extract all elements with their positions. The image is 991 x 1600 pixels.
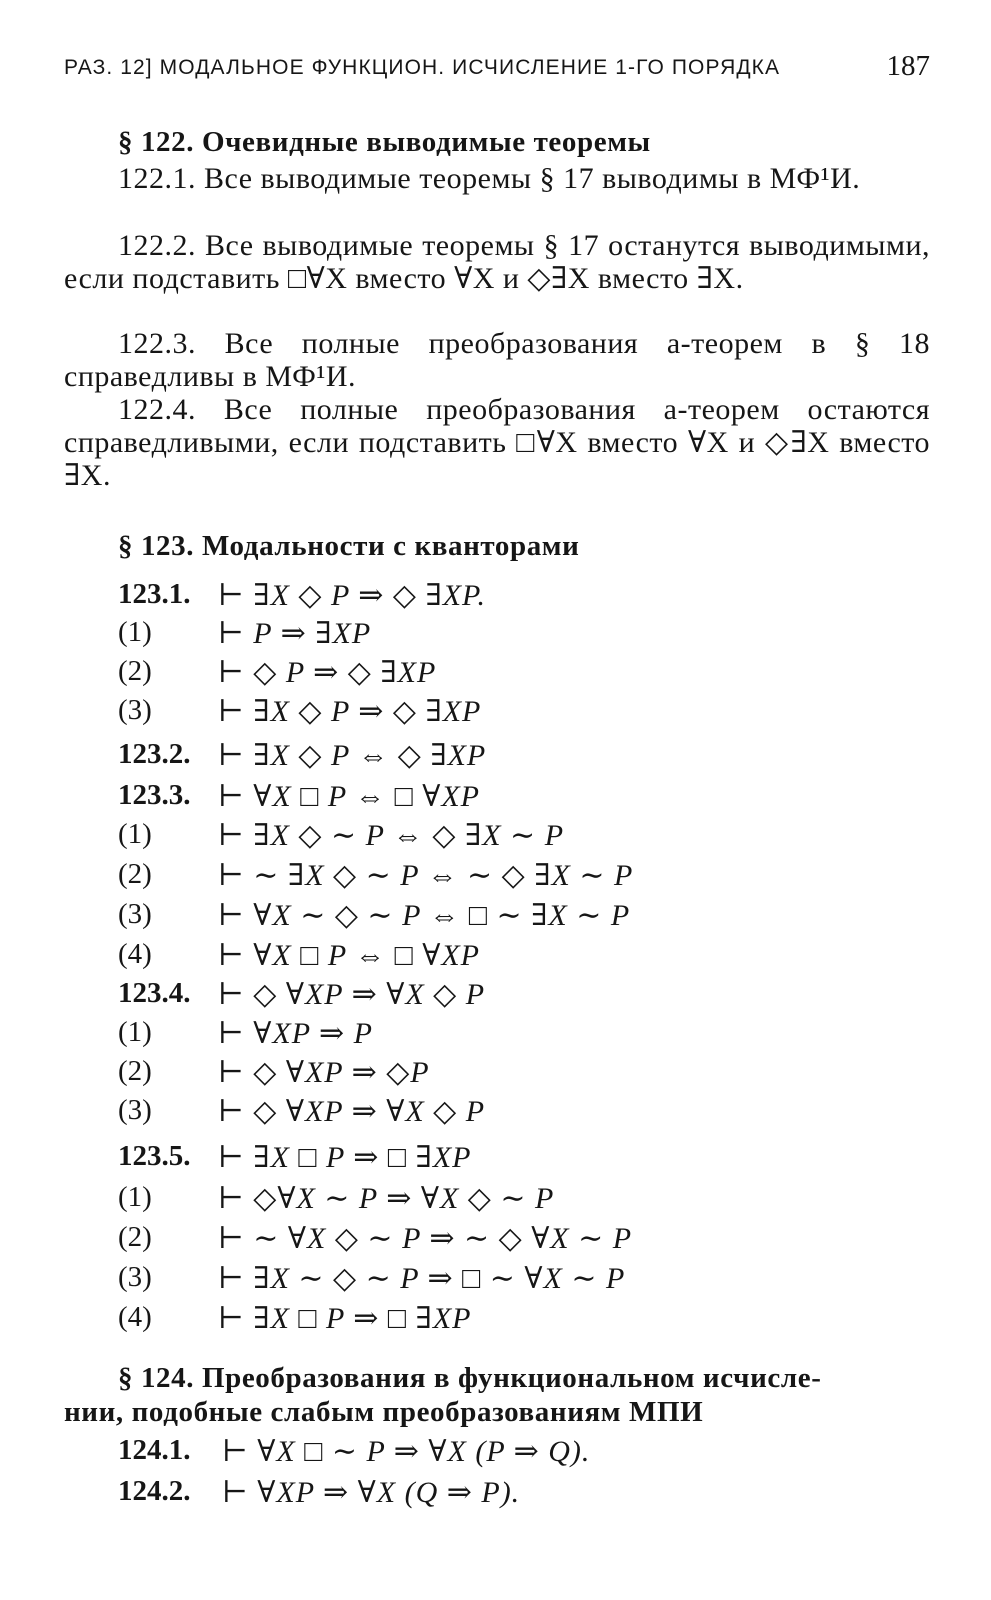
formula-expression: ⊢ P ⇒ ∃XP xyxy=(218,617,372,650)
formula-number: (2) xyxy=(118,1055,152,1087)
formula-number: (3) xyxy=(118,1094,152,1126)
formula-expression: ⊢ ∃X ∼ ◇ ∼ P ⇒ □ ∼ ∀X ∼ P xyxy=(218,1262,626,1295)
formula-expression: ⊢ ◇ ∀XP ⇒ ∀X ◇ P xyxy=(218,1095,486,1128)
formula-number: 123.4. xyxy=(118,977,191,1009)
formula-number: (2) xyxy=(118,655,152,687)
formula-expression: ⊢ ◇ ∀XP ⇒ ◇P xyxy=(218,1056,430,1089)
formula-number: 123.5. xyxy=(118,1140,191,1172)
formula-expression: ⊢ ◇∀X ∼ P ⇒ ∀X ◇ ∼ P xyxy=(218,1182,555,1215)
paragraph-122-2 xyxy=(64,229,930,295)
formula-expression: ⊢ ∃X □ P ⇒ □ ∃XP xyxy=(218,1302,472,1335)
formula-expression: ⊢ ∀X □ P ⇔ □ ∀XP xyxy=(218,939,481,972)
formula-expression: ⊢ ∃X ◇ P ⇒ ◇ ∃XP. xyxy=(218,579,487,612)
formula-expression: ⊢ ∀X □ P ⇔ □ ∀XP xyxy=(218,780,481,813)
paragraph-122-1-text: 122.1. Все выводимые теоремы § 17 выводимы в МФ¹И. xyxy=(118,162,861,195)
formula-expression: ⊢ ◇ P ⇒ ◇ ∃XP xyxy=(218,656,437,689)
formula-expression: ⊢ ∃X ◇ P ⇔ ◇ ∃XP xyxy=(218,739,487,772)
formula-expression: ⊢ ∃X ◇ P ⇒ ◇ ∃XP xyxy=(218,695,482,728)
formula-expression: ⊢ ∃X □ P ⇒ □ ∃XP xyxy=(218,1141,472,1174)
formula-number: 123.2. xyxy=(118,738,191,770)
running-head-title: РАЗ. 12] МОДАЛЬНОЕ ФУНКЦИОН. ИСЧИСЛЕНИЕ 1-ГО ПОРЯДКА xyxy=(64,56,781,79)
paragraph-122-3 xyxy=(64,327,930,393)
paragraph-122-4-text: 122.4. Все полные преобразования a-теорем остаются справедливыми, если подставить □∀X вместо ∀X и ◇∃X вместо ∃X. xyxy=(64,393,930,492)
section-122-title: § 122. Очевидные выводимые теоремы xyxy=(118,126,651,158)
formula-expression: ⊢ ∀X □ ∼ P ⇒ ∀X (P ⇒ Q). xyxy=(222,1435,591,1468)
section-124-title-line-1: § 124. Преобразования в функциональном исчисле- xyxy=(118,1362,822,1394)
formula-number: 123.1. xyxy=(118,578,191,610)
formula-number: (1) xyxy=(118,818,152,850)
paragraph-122-2-text: 122.2. Все выводимые теоремы § 17 останутся выводимыми, если подставить □∀X вместо ∀X и ◇∃X вместо ∃X. xyxy=(64,229,930,295)
formula-number: (4) xyxy=(118,1301,152,1333)
formula-number: (2) xyxy=(118,1221,152,1253)
paragraph-122-1 xyxy=(64,162,930,195)
section-123-title: § 123. Модальности с кванторами xyxy=(118,530,580,562)
formula-expression: ⊢ ∼ ∀X ◇ ∼ P ⇒ ∼ ◇ ∀X ∼ P xyxy=(218,1222,633,1255)
formula-number: (3) xyxy=(118,1261,152,1293)
formula-number: (1) xyxy=(118,616,152,648)
formula-expression: ⊢ ∃X ◇ ∼ P ⇔ ◇ ∃X ∼ P xyxy=(218,819,565,852)
paragraph-122-3-text: 122.3. Все полные преобразования a-теорем в § 18 справедливы в МФ¹И. xyxy=(64,327,930,393)
formula-number: (3) xyxy=(118,898,152,930)
formula-expression: ⊢ ∀XP ⇒ ∀X (Q ⇒ P). xyxy=(222,1476,521,1509)
formula-expression: ⊢ ∀X ∼ ◇ ∼ P ⇔ □ ∼ ∃X ∼ P xyxy=(218,899,631,932)
formula-expression: ⊢ ∼ ∃X ◇ ∼ P ⇔ ∼ ◇ ∃X ∼ P xyxy=(218,859,634,892)
formula-number: (1) xyxy=(118,1016,152,1048)
section-124-title-line-2: нии, подобные слабым преобразованиям МПИ xyxy=(64,1396,704,1428)
formula-number: (4) xyxy=(118,938,152,970)
formula-number: (3) xyxy=(118,694,152,726)
formula-number: 124.1. xyxy=(118,1434,191,1466)
page-number: 187 xyxy=(886,50,930,82)
formula-number: (1) xyxy=(118,1181,152,1213)
running-head xyxy=(64,50,930,90)
formula-number: (2) xyxy=(118,858,152,890)
formula-number: 124.2. xyxy=(118,1475,191,1507)
paragraph-122-4 xyxy=(64,393,930,492)
formula-expression: ⊢ ◇ ∀XP ⇒ ∀X ◇ P xyxy=(218,978,486,1011)
formula-number: 123.3. xyxy=(118,779,191,811)
formula-expression: ⊢ ∀XP ⇒ P xyxy=(218,1017,373,1050)
